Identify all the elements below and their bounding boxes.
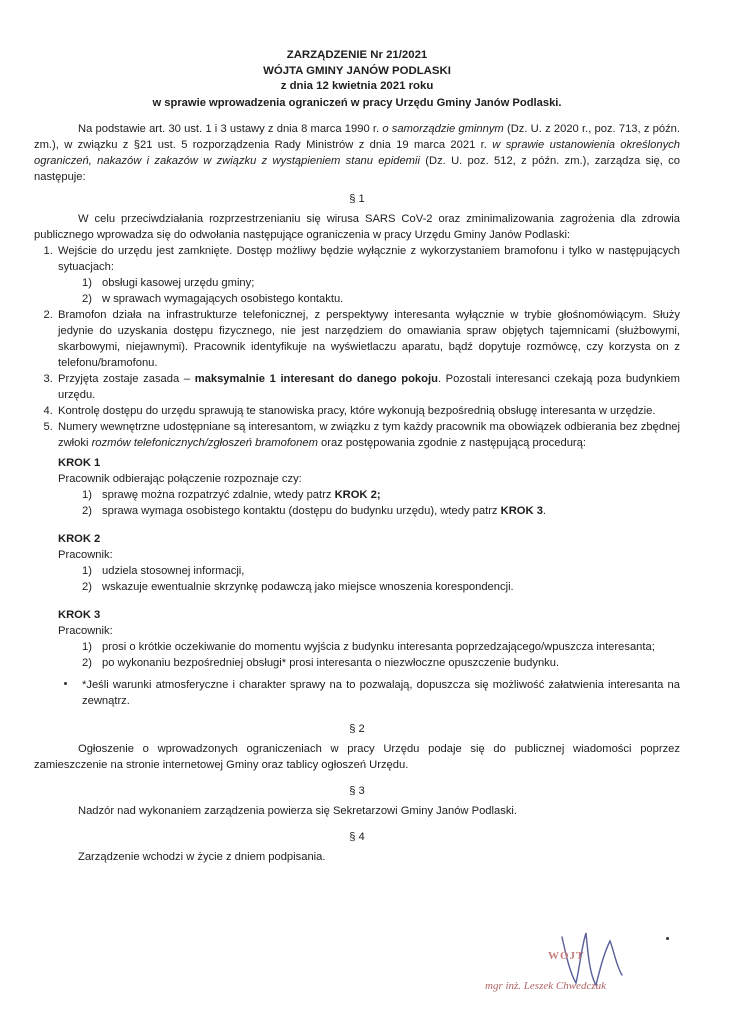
restriction-item-5-italic: rozmów telefonicznych/zgłoszeń bramofonem [91,436,318,449]
restriction-item-2: 2. Bramofon działa na infrastrukturze telefonicznej, z perspektywy interesanta wyłącznie w trybie głośnomówiącym. Służy jedynie do uzyskania dostępu fizycznego, nie jest narzędziem do omawiania spraw objętych tajemnicami (służbowymi, skarbowymi, niejawnymi). Pracownik identyfikuje na wyświetlaczu aparatu, bądź dopytuje rozmówcę, czy korzysta on z telefonu/bramofonu. [56,307,680,371]
krok-2-item-number: 2) [82,580,92,593]
legal-basis-regulation-title: w sprawie ustanowienia określonych ograniczeń, nakazów i zakazów w związku z wystąpieniem stanu epidemii [34,138,680,167]
legal-basis-text-a: Na podstawie art. 30 ust. 1 i 3 ustawy z dnia 8 marca 1990 r. [78,122,383,135]
stamp-office: WÓJT [548,950,585,962]
restriction-item-5-text-b: oraz postępowania zgodnie z następującą procedurą: [317,436,586,449]
restriction-item-5 [56,419,680,709]
krok-1-item-ref: KROK 2; [334,488,381,501]
krok-2-title: KROK 2 [58,532,101,545]
krok-1-item-end: . [542,504,547,517]
krok-2-item-number: 1) [82,564,92,577]
krok-1-item [82,503,680,519]
krok-3-item [82,655,680,671]
restriction-item-3-text-a: Przyjęta zostaje zasada – [58,372,195,385]
krok-3-item-text: prosi o krótkie oczekiwanie do momentu wyjścia z budynku interesanta poprzedzającego/wpuszcza interesanta; [102,640,655,653]
section-4-text: Zarządzenie wchodzi w życie z dniem podpisania. [78,850,326,863]
krok-3-list [58,639,680,671]
legal-basis-text-b: (Dz. U. z 2020 r., poz. 713, z późn. zm.), w związku z §21 ust. 5 rozporządzenia Rady Ministrów z dnia 19 marca 2021 r. [34,122,681,151]
sub-item [82,291,680,307]
footnote: *Jeśli warunki atmosferyczne i charakter sprawy na to pozwalają, dopuszcza się możliwość załatwienia interesanta na zewnątrz. [82,678,680,707]
doc-subject: w sprawie wprowadzenia ograniczeń w pracy Urzędu Gminy Janów Podlaski. [152,96,562,109]
krok-2-item [82,563,680,579]
sub-item-text: obsługi kasowej urzędu gminy; [102,276,255,289]
section-1-lead: W celu przeciwdziałania rozprzestrzenianiu się wirusa SARS CoV-2 oraz zminimalizowania zagrożenia dla zdrowia publicznego wprowadza się do odwołania następujące ograniczenia w pracy Urzędu Gminy Janów Podlaski: [34,212,680,241]
stamp-name: mgr inż. Leszek Chwedczuk [485,980,606,992]
krok-2-item-text: wskazuje ewentualnie skrzynkę podawczą jako miejsce wnoszenia korespondencji. [102,580,514,593]
krok-1-list [58,487,680,519]
krok-1-item-ref: KROK 3 [500,504,543,517]
section-3-heading: § 3 [349,784,365,797]
doc-title-date: z dnia 12 kwietnia 2021 roku [280,80,434,92]
restriction-item-1-sublist [58,275,680,307]
sub-item [82,275,680,291]
krok-1-item-number: 2) [82,504,92,517]
restriction-item-3-bold: maksymalnie 1 interesant do danego pokoju [194,372,438,385]
sub-item-number: 2) [82,292,92,305]
doc-title-number: ZARZĄDZENIE Nr 21/2021 [286,49,428,61]
document-page [34,48,680,865]
krok-3-title: KROK 3 [58,608,101,621]
krok-3-item-text: po wykonaniu bezpośredniej obsługi* prosi interesanta o niezwłoczne opuszczenie budynku. [102,656,560,669]
legal-basis-paragraph [34,121,680,185]
section-1-heading: § 1 [349,192,365,205]
krok-3-item-number: 2) [82,656,92,669]
krok-1-item-text: sprawę można rozpatrzyć zdalnie, wtedy patrz [102,488,335,501]
krok-1-lead: Pracownik odbierając połączenie rozpoznaje czy: [58,472,302,485]
krok-1-title: KROK 1 [58,456,101,469]
krok-1-item [82,487,680,503]
section-3-text: Nadzór nad wykonaniem zarządzenia powierza się Sekretarzowi Gminy Janów Podlaski. [78,804,518,817]
section-2-text: Ogłoszenie o wprowadzonych ograniczeniach w pracy Urzędu podaje się do publicznej wiadomości poprzez zamieszczenie na stronie internetowej Gminy oraz tablicy ogłoszeń Urzędu. [34,742,680,771]
restriction-item-1-text: Wejście do urzędu jest zamknięte. Dostęp możliwy będzie wyłącznie z wykorzystaniem bramofonu i tylko w następujących sytuacjach: [58,244,680,273]
krok-2-item-text: udziela stosownej informacji, [102,564,245,577]
krok-1-item-number: 1) [82,488,92,501]
krok-3-item-number: 1) [82,640,92,653]
scan-speck [666,937,669,940]
krok-2-list [58,563,680,595]
sub-item-text: w sprawach wymagających osobistego kontaktu. [102,292,344,305]
krok-3-lead: Pracownik: [58,624,113,637]
restriction-item-4: 4. Kontrolę dostępu do urzędu sprawują te stanowiska pracy, które wykonują bezpośrednią obsługę interesanta w urzędzie. [56,403,680,419]
restrictions-list [34,243,680,709]
krok-2-lead: Pracownik: [58,548,113,561]
restriction-item-3 [56,371,680,403]
section-4-heading: § 4 [349,830,365,843]
krok-3-item [82,639,680,655]
section-2-heading: § 2 [349,722,365,735]
sub-item-number: 1) [82,276,92,289]
legal-basis-text-c: (Dz. U. poz. 512, z późn. zm.), zarządza się, co następuje: [34,154,681,183]
restriction-item-1 [56,243,680,307]
legal-basis-act-title: o samorządzie gminnym [382,122,504,135]
restriction-item-3-text-c: . Pozostali interesanci czekają poza budynkiem urzędu. [58,372,680,401]
krok-1-item-text: sprawa wymaga osobistego kontaktu (dostępu do budynku urzędu), wtedy patrz [102,504,501,517]
scan-speck [64,682,67,685]
krok-2-item [82,579,680,595]
doc-title-issuer: WÓJTA GMINY JANÓW PODLASKI [263,64,451,77]
restriction-item-5-text-a: Numery wewnętrzne udostępniane są interesantom, w związku z tym każdy pracownik ma obowiązek odbierania bez zbędnej zwłoki [58,420,680,449]
